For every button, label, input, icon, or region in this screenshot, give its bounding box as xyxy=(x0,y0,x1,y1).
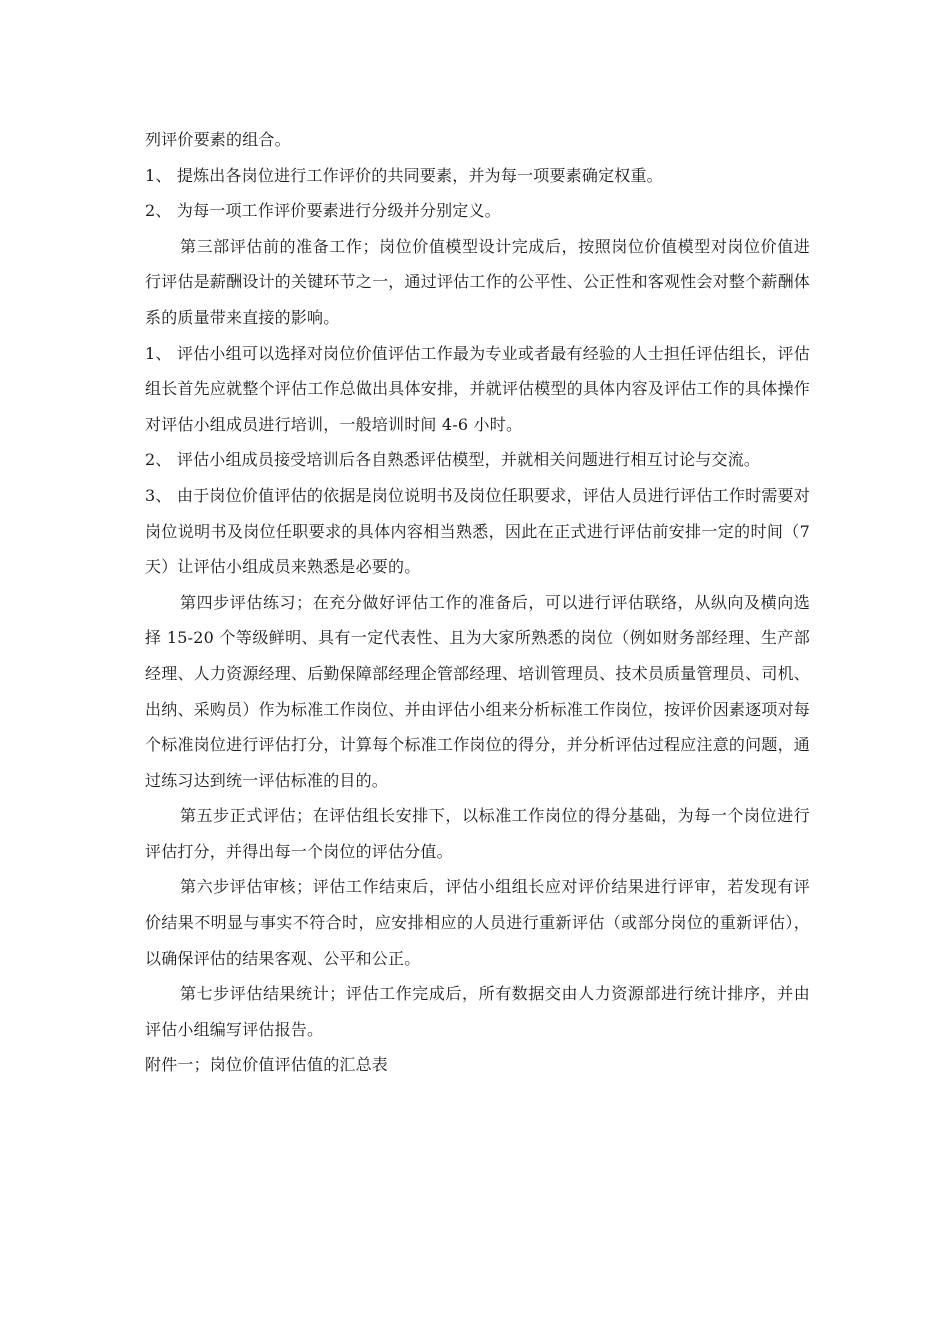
paragraph-step-5-formal-evaluation: 第五步正式评估；在评估组长安排下，以标准工作岗位的得分基础，为每一个岗位进行评估打分，并得出每一个岗位的评估分值。 xyxy=(145,806,810,861)
paragraph-step-6-review: 第六步评估审核；评估工作结束后，评估小组组长应对评价结果进行评审，若发现有评价结果不明显与事实不符合时，应安排相应的人员进行重新评估（或部分岗位的重新评估），以确保评估的结果客观、公平和公正。 xyxy=(145,877,810,968)
document-page xyxy=(145,122,810,1083)
paragraph-step-7-statistics: 第七步评估结果统计；评估工作完成后，所有数据交由人力资源部进行统计排序，并由评估小组编写评估报告。 xyxy=(145,984,810,1039)
paragraph-step-4-practice: 第四步评估练习；在充分做好评估工作的准备后，可以进行评估联络，从纵向及横向选择 15-20 个等级鲜明、具有一定代表性、且为大家所熟悉的岗位（例如财务部经理、生产部经理、人力资源经理、后勤保障部经理企管部经理、培训管理员、技术员质量管理员、司机、出纳、采购员）作为标准工作岗位、并由评估小组来分析标准工作岗位，按评价因素逐项对每个标准岗位进行评估打分，计算每个标准工作岗位的得分，并分析评估过程应注意的问题，通过练习达到统一评估标准的目的。 xyxy=(145,592,810,790)
paragraph-step-2-grading: 2、 为每一项工作评价要素进行分级并分别定义。 xyxy=(145,201,501,221)
paragraph-evaluation-elements-combination: 列评价要素的组合。 xyxy=(145,130,291,149)
paragraph-prep-item-2: 2、 评估小组成员接受培训后各自熟悉评估模型，并就相关问题进行相互讨论与交流。 xyxy=(145,450,761,470)
paragraph-prep-item-3: 3、 由于岗位价值评估的依据是岗位说明书及岗位任职要求，评估人员进行评估工作时需要对岗位说明书及岗位任职要求的具体内容相当熟悉，因此在正式进行评估前安排一定的时间（7 天）让评估小组成员来熟悉是必要的。 xyxy=(145,485,810,577)
paragraph-attachment-1: 附件一；岗位价值评估值的汇总表 xyxy=(145,1055,389,1075)
paragraph-prep-item-1: 1、 评估小组可以选择对岗位价值评估工作最为专业或者最有经验的人士担任评估组长，评估组长首先应就整个评估工作总做出具体安排，并就评估模型的具体内容及评估工作的具体操作对评估小组成员进行培训，一般培训时间 4-6 小时。 xyxy=(145,343,810,434)
paragraph-step-1-common-elements: 1、 提炼出各岗位进行工作评价的共同要素，并为每一项要素确定权重。 xyxy=(145,165,663,185)
paragraph-part-3-preparation: 第三部评估前的准备工作；岗位价值模型设计完成后，按照岗位价值模型对岗位价值进行评估是薪酬设计的关键环节之一，通过评估工作的公平性、公正性和客观性会对整个薪酬体系的质量带来直接的影响。 xyxy=(145,236,810,327)
